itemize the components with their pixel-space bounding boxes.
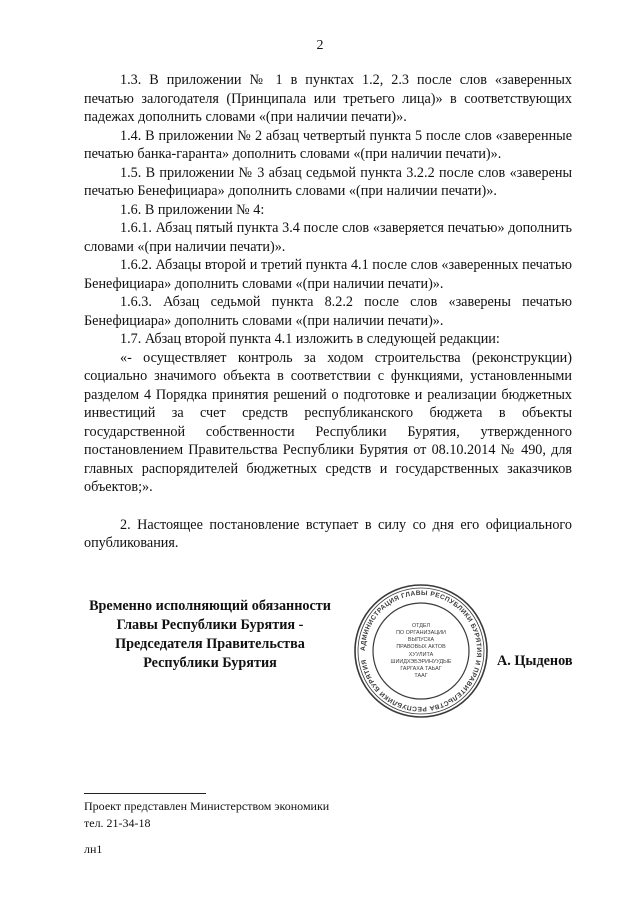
svg-text:ПРАВОВЫХ АКТОВ: ПРАВОВЫХ АКТОВ [396, 644, 446, 650]
footer-divider [84, 793, 206, 794]
signature-title-line: Временно исполняющий обязанности [89, 598, 331, 614]
paragraph-1-6: 1.6. В приложении № 4: [120, 201, 265, 218]
paragraph-1-6-2: 1.6.2. Абзацы второй и третий пункта 4.1 после слов «заверенных печатью Бенефициара» дополнить словами «(при наличии печати)». [84, 257, 572, 292]
paragraph-1-5: 1.5. В приложении № 3 абзац седьмой пункта 3.2.2 после слов «заверены печатью Бенефициара» дополнить словами «(при наличии печати)». [84, 164, 572, 199]
stamp-seal [353, 583, 489, 719]
signature-title-line: Главы Республики Бурятия - [116, 617, 304, 633]
paragraph-1-3: 1.3. В приложении № 1 в пунктах 1.2, 2.3 после слов «заверенных печатью залогодателя (Принципала или третьего лица)» в соответствующих падежах дополнить словами «(при наличии печати)». [84, 72, 572, 125]
official-stamp [353, 583, 489, 719]
footer-project-line: Проект представлен Министерством экономики [84, 799, 330, 813]
paragraph-1-6-1: 1.6.1. Абзац пятый пункта 3.4 после слов «заверяется печатью» дополнить словами «(при наличии печати)». [84, 220, 572, 255]
signatory-name: А. Цыденов [497, 653, 573, 669]
svg-text:ОТДЕЛ: ОТДЕЛ [411, 623, 431, 629]
svg-text:ГАРГАХА ТАЬАГ: ГАРГАХА ТАЬАГ [400, 666, 442, 672]
svg-text:ВЫПУСКА: ВЫПУСКА [407, 637, 435, 643]
svg-text:ПО ОРГАНИЗАЦИИ: ПО ОРГАНИЗАЦИИ [396, 630, 446, 636]
paragraph-1-7: 1.7. Абзац второй пункта 4.1 изложить в следующей редакции: [120, 331, 500, 347]
footer-code: лн1 [84, 842, 103, 856]
document-body [84, 71, 572, 553]
stamp-center-text [391, 623, 452, 679]
paragraph-2: 2. Настоящее постановление вступает в силу со дня его официального опубликования. [84, 516, 572, 551]
svg-text:ШИИДХЭБЭРИНУУДЫЕ: ШИИДХЭБЭРИНУУДЫЕ [390, 659, 452, 665]
page-number: 2 [316, 38, 324, 53]
signature-title-line: Председателя Правительства [115, 636, 305, 652]
paragraph-1-4: 1.4. В приложении № 2 абзац четвертый пункта 5 после слов «заверенные печатью банка-гаранта» дополнить словами «(при наличии печати)». [84, 127, 572, 162]
footer-phone: тел. 21-34-18 [84, 815, 151, 830]
paragraph-1-6-3: 1.6.3. Абзац седьмой пункта 8.2.2 после слов «заверены печатью Бенефициара» дополнить словами «(при наличии печати)». [84, 294, 572, 329]
svg-text:ХУУЛИТА: ХУУЛИТА [408, 652, 434, 658]
stamp-ring-text: АДМИНИСТРАЦИЯ ГЛАВЫ РЕСПУБЛИКИ БУРЯТИЯ И ПРАВИТЕЛЬСТВА РЕСПУБЛИКИ БУРЯТИЯ [359, 589, 483, 713]
svg-text:ТААГ: ТААГ [414, 673, 428, 679]
signature-title [60, 597, 360, 673]
signature-title-line: Республики Бурятия [143, 655, 277, 671]
footer-note [84, 798, 329, 858]
paragraph-quote: «- осуществляет контроль за ходом строительства (реконструкции) социально значимого объекта в соответствии с функциями, установленными разделом 4 Порядка принятия решений о подготовке и реализации бюджетных инвестиций за счет средств республиканского бюджета в объекты государственной собственности Республики Бурятия, утвержденного постановлением Правительства Республики Бурятия от 08.10.2014 № 490, для главных распорядителей бюджетных средств и государственных заказчиков объектов;». [84, 349, 572, 495]
